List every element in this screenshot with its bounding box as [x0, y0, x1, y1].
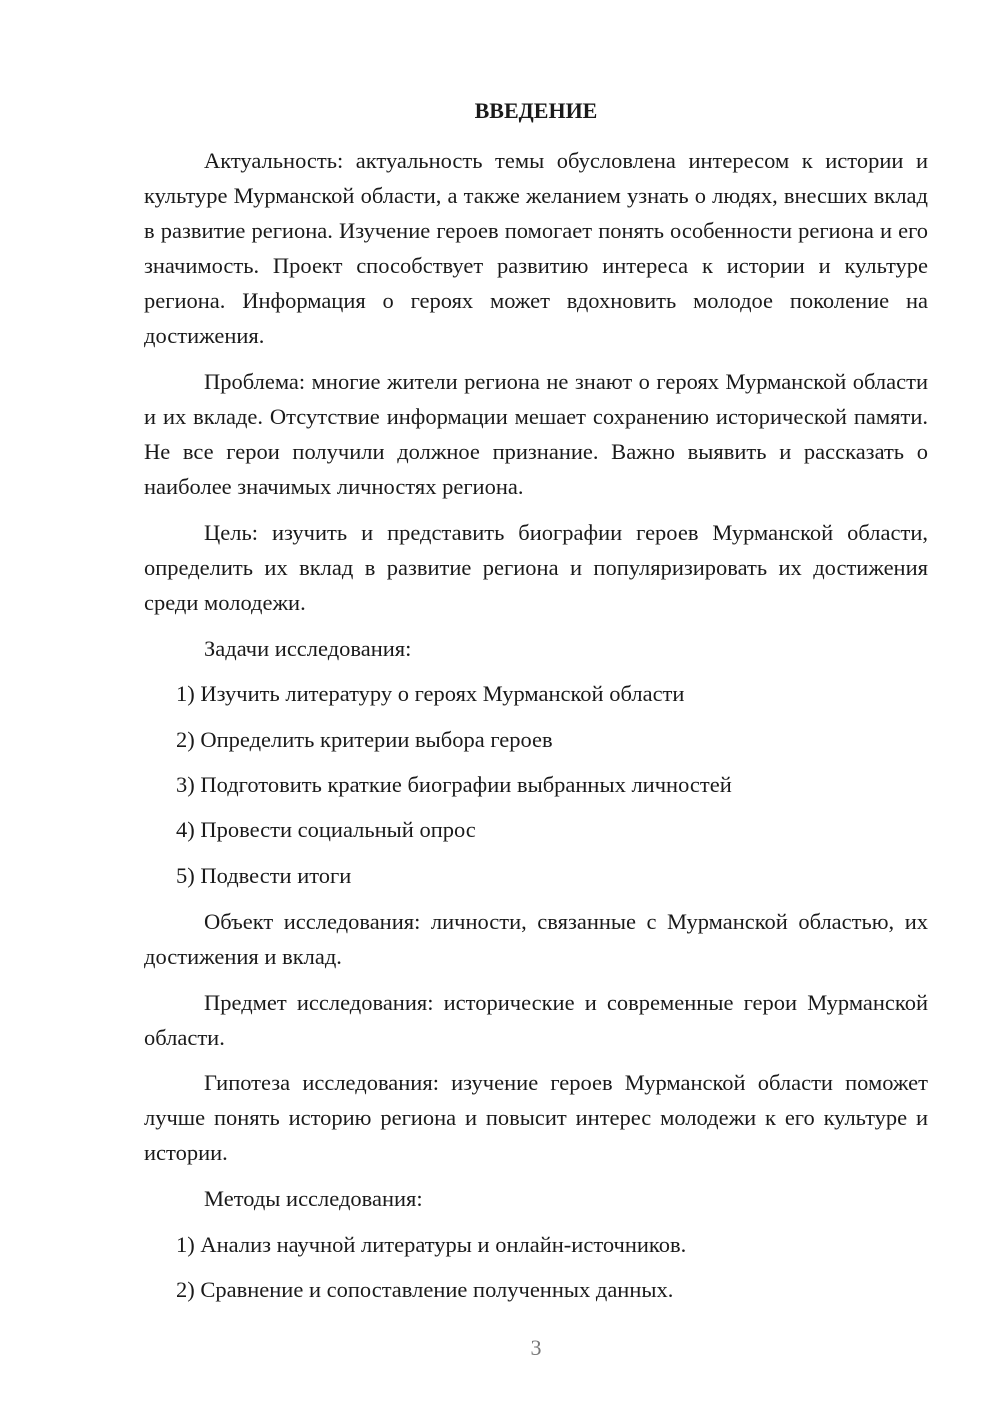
task-item: 4) Провести социальный опрос: [176, 817, 476, 842]
method-item: 1) Анализ научной литературы и онлайн-источников.: [176, 1232, 687, 1257]
task-item: 1) Изучить литературу о героях Мурманской области: [176, 681, 685, 706]
tasks-heading: Задачи исследования:: [204, 636, 412, 661]
object-paragraph: Объект исследования: личности, связанные с Мурманской областью, их достижения и вклад.: [144, 909, 928, 969]
goal-paragraph: Цель: изучить и представить биографии героев Мурманской области, определить их вклад в развитие региона и популяризировать их достижения среди молодежи.: [144, 520, 928, 615]
method-item: 2) Сравнение и сопоставление полученных данных.: [176, 1277, 674, 1302]
page-title: ВВЕДЕНИЕ: [474, 98, 598, 123]
page-number: 3: [530, 1335, 542, 1360]
hypothesis-paragraph: Гипотеза исследования: изучение героев Мурманской области поможет лучше понять историю региона и повысит интерес молодежи к его культуре и истории.: [144, 1070, 928, 1165]
methods-heading: Методы исследования:: [204, 1186, 423, 1211]
task-item: 3) Подготовить краткие биографии выбранных личностей: [176, 772, 732, 797]
task-item: 5) Подвести итоги: [176, 863, 352, 888]
relevance-paragraph: Актуальность: актуальность темы обусловлена интересом к истории и культуре Мурманской области, а также желанием узнать о людях, внесших вклад в развитие региона. Изучение героев помогает понять особенности региона и его значимость. Проект способствует развитию интереса к истории и культуре региона. Информация о героях может вдохновить молодое поколение на достижения.: [144, 148, 928, 348]
task-item: 2) Определить критерии выбора героев: [176, 727, 553, 752]
problem-paragraph: Проблема: многие жители региона не знают о героях Мурманской области и их вкладе. Отсутствие информации мешает сохранению исторической памяти. Не все герои получили должное признание. Важно выявить и рассказать о наиболее значимых личностях региона.: [144, 369, 928, 499]
subject-paragraph: Предмет исследования: исторические и современные герои Мурманской области.: [144, 990, 928, 1050]
